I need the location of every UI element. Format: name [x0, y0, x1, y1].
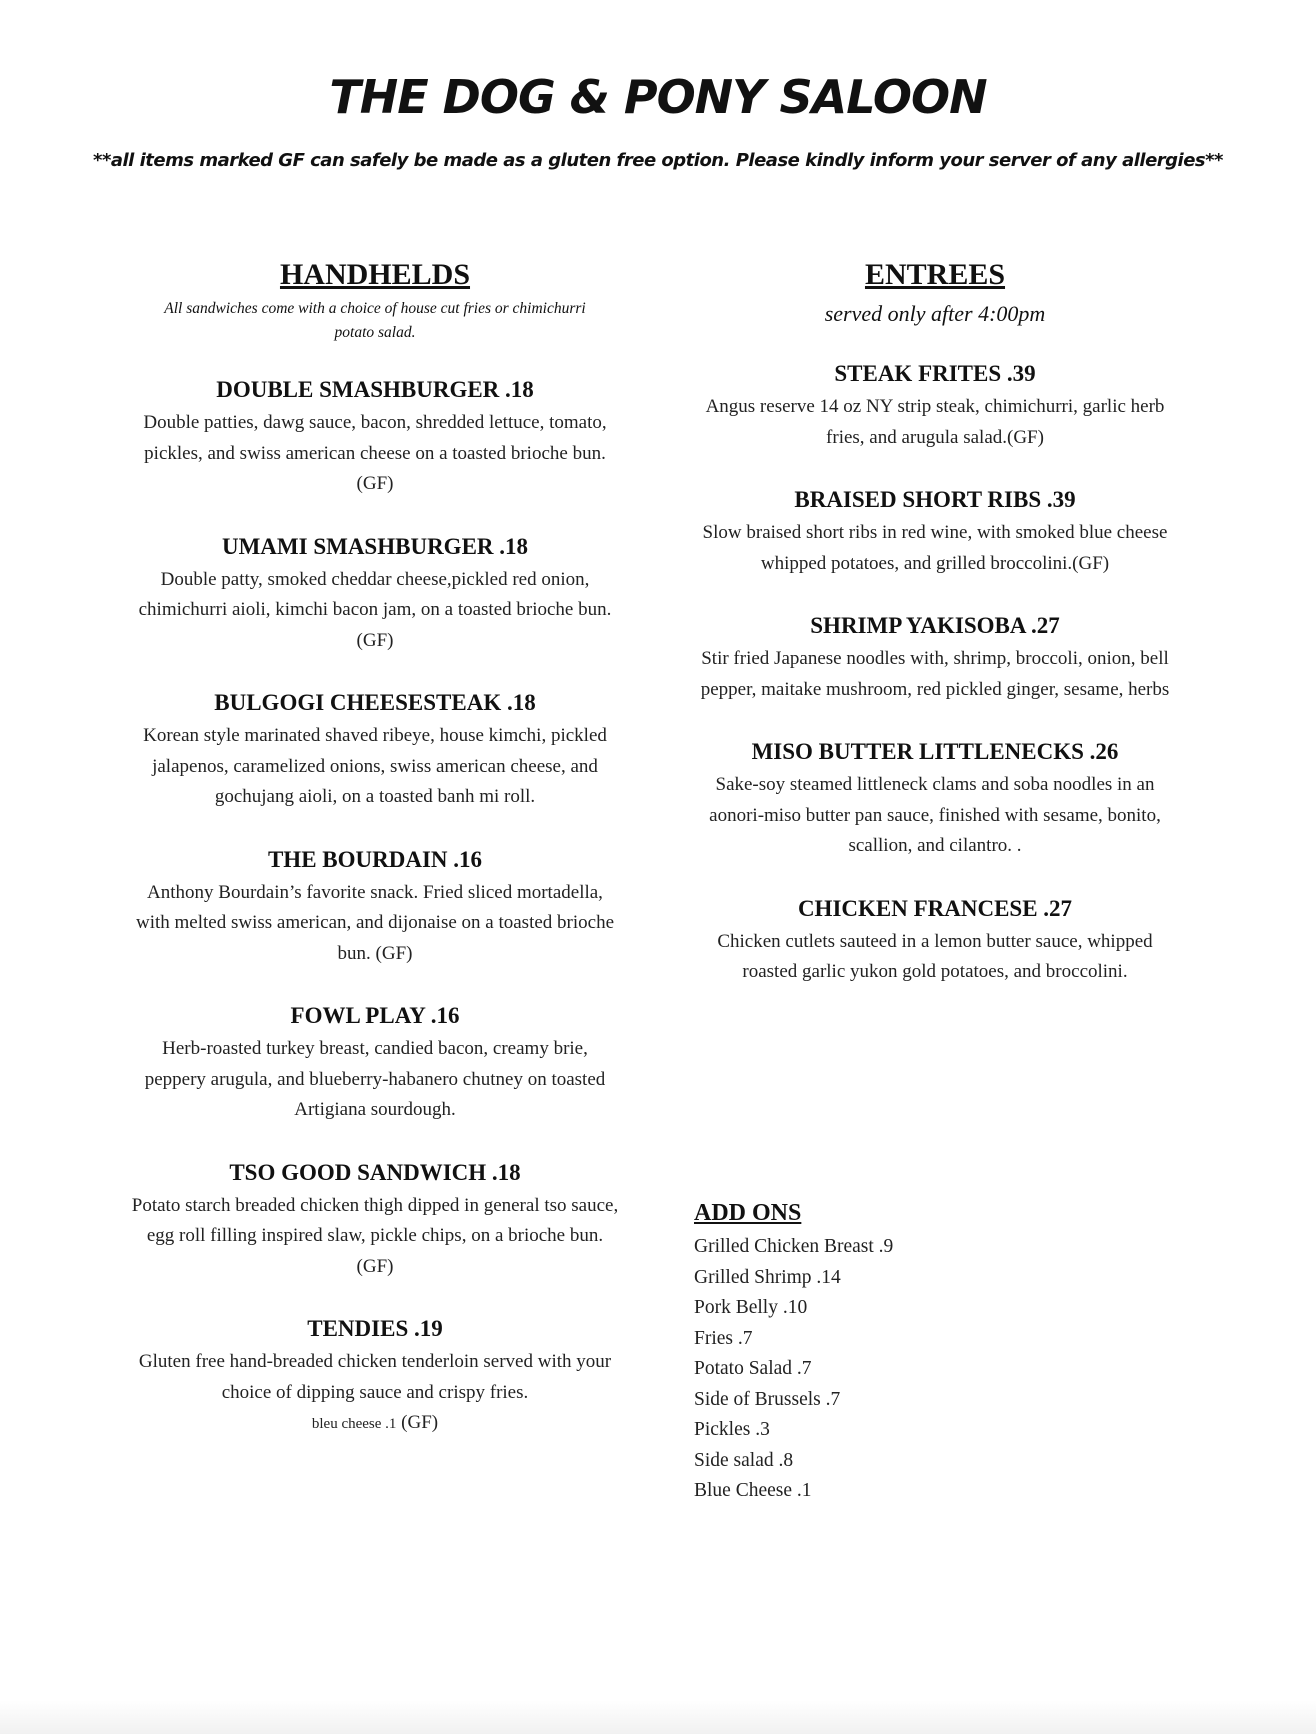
entrees-note: served only after 4:00pm: [824, 301, 1046, 326]
menu-item: [130, 375, 620, 500]
addon-item: Blue Cheese .1: [694, 1480, 812, 1501]
menu-item: [690, 611, 1180, 705]
item-description: Double patties, dawg sauce, bacon, shredded lettuce, tomato, pickles, and swiss american cheese on a toasted brioche bun. (GF): [143, 412, 607, 494]
item-name: BULGOGI CHEESESTEAK .18: [214, 690, 536, 715]
item-name: TENDIES .19: [307, 1316, 443, 1341]
menu-item: [130, 1314, 620, 1440]
item-description: Double patty, smoked cheddar cheese,pickled red onion, chimichurri aioli, kimchi bacon jam, on a toasted brioche bun. (GF): [138, 568, 612, 651]
item-description: Stir fried Japanese noodles with, shrimp, broccoli, onion, bell pepper, maitake mushroom, red pickled ginger, sesame, herbs: [700, 648, 1170, 700]
addon-item: Side of Brussels .7: [694, 1388, 841, 1410]
menu-item: [130, 688, 620, 813]
addons-section: [694, 1198, 1114, 1507]
page-bottom-edge: [0, 1700, 1316, 1734]
item-description: Anthony Bourdain’s favorite snack. Fried sliced mortadella, with melted swiss american, and dijonaise on a toasted brioche bun. (GF): [135, 881, 615, 964]
entrees-column: [690, 258, 1180, 1020]
item-description: Potato starch breaded chicken thigh dipped in general tso sauce, egg roll filling inspired slaw, pickle chips, on a brioche bun. (GF): [131, 1194, 619, 1277]
menu-item: [130, 845, 620, 970]
menu-item: [690, 737, 1180, 862]
handhelds-items: [130, 375, 620, 1440]
handhelds-column: [130, 258, 620, 1472]
menu-item: [130, 1158, 620, 1283]
item-name: TSO GOOD SANDWICH .18: [229, 1159, 521, 1185]
menu-item: [690, 359, 1180, 453]
handhelds-title: HANDHELDS: [279, 258, 471, 291]
addon-item: Grilled Chicken Breast .9: [694, 1236, 894, 1257]
addon-item: Pickles .3: [694, 1419, 770, 1440]
item-name: STEAK FRITES .39: [834, 361, 1036, 386]
menu-item: [690, 894, 1180, 988]
addons-list: [694, 1232, 1114, 1507]
handhelds-note: All sandwiches come with a choice of house cut fries or chimichurri potato salad.: [164, 300, 586, 341]
item-description: Herb-roasted turkey breast, candied bacon, creamy brie, peppery arugula, and blueberry-habanero chutney on toasted Artigiana sourdough.: [144, 1038, 606, 1120]
menu-item: [130, 532, 620, 657]
item-name: SHRIMP YAKISOBA .27: [810, 613, 1060, 638]
item-description: [130, 1347, 620, 1440]
entrees-title: ENTREES: [864, 258, 1006, 291]
menu-item: [690, 485, 1180, 579]
addon-item: Potato Salad .7: [694, 1358, 812, 1379]
item-extra-small: bleu cheese .1: [311, 1416, 397, 1432]
entrees-items: [690, 359, 1180, 988]
item-description: Korean style marinated shaved ribeye, house kimchi, pickled jalapenos, caramelized onions, swiss american cheese, and gochujang aioli, on a toasted banh mi roll.: [143, 725, 607, 807]
item-extra-tail: (GF): [396, 1412, 439, 1433]
addon-item: Pork Belly .10: [694, 1297, 808, 1318]
item-name: BRAISED SHORT RIBS .39: [794, 487, 1076, 512]
item-name: UMAMI SMASHBURGER .18: [221, 533, 529, 559]
item-name: CHICKEN FRANCESE .27: [797, 895, 1073, 921]
item-name: THE BOURDAIN .16: [267, 846, 483, 872]
addon-item: Fries .7: [694, 1327, 753, 1349]
item-description: Angus reserve 14 oz NY strip steak, chimichurri, garlic herb fries, and arugula salad.(GF): [705, 396, 1165, 448]
item-description: Sake-soy steamed littleneck clams and soba noodles in an aonori-miso butter pan sauce, finished with sesame, bonito, scallion, and cilantro. .: [709, 774, 1161, 856]
item-name: MISO BUTTER LITTLENECKS .26: [751, 739, 1119, 764]
addons-title: ADD ONS: [694, 1200, 802, 1226]
item-description: Chicken cutlets sauteed in a lemon butter sauce, whipped roasted garlic yukon gold potatoes, and broccolini.: [717, 930, 1153, 982]
restaurant-title: THE DOG & PONY SALOON: [329, 70, 987, 124]
addon-item: Side salad .8: [694, 1449, 794, 1471]
item-name: DOUBLE SMASHBURGER .18: [216, 377, 534, 402]
item-name: FOWL PLAY .16: [290, 1003, 460, 1028]
addon-item: Grilled Shrimp .14: [694, 1266, 841, 1288]
allergy-notice: **all items marked GF can safely be made as a gluten free option. Please kindly inform your server of any allergies**: [93, 150, 1223, 171]
item-description: Slow braised short ribs in red wine, with smoked blue cheese whipped potatoes, and grilled broccolini.(GF): [702, 522, 1168, 574]
item-description-text: Gluten free hand-breaded chicken tenderloin served with your choice of dipping sauce and crispy fries.: [138, 1351, 612, 1403]
menu-item: [130, 1001, 620, 1126]
